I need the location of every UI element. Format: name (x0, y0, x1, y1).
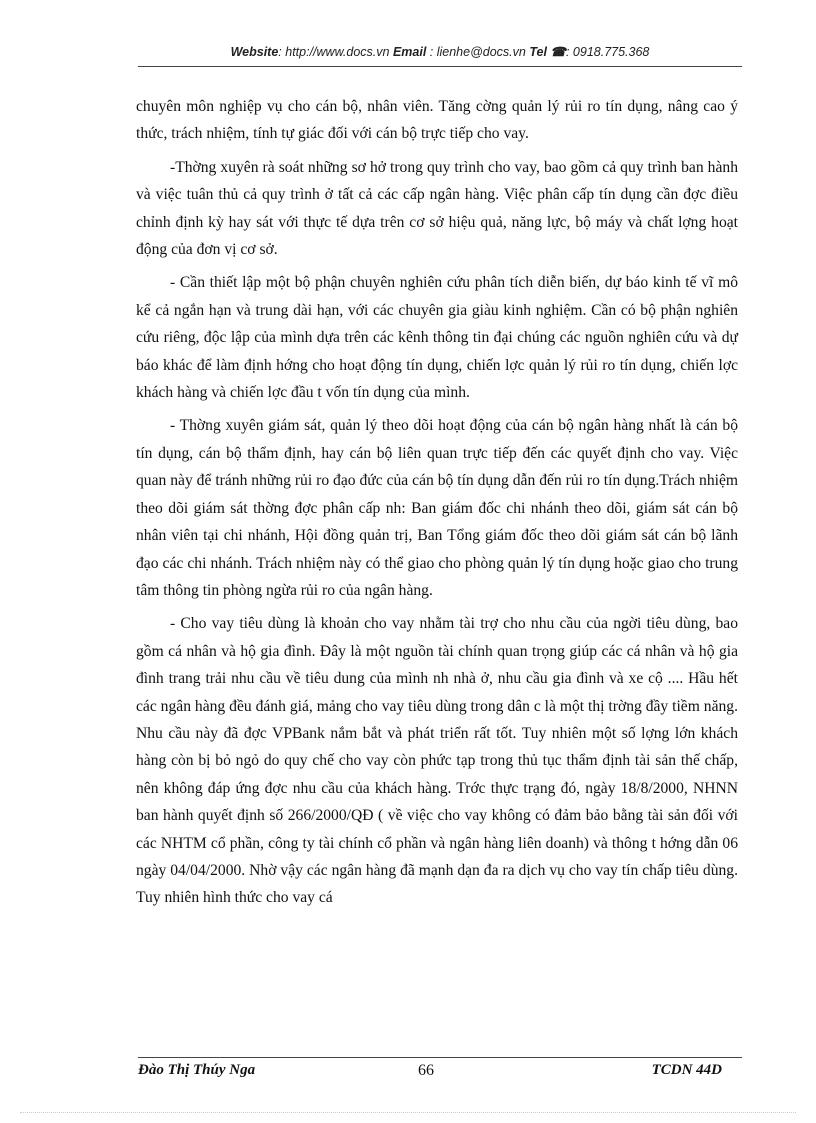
website-label: Website (230, 45, 279, 59)
page-number: 66 (418, 1062, 434, 1079)
paragraph-2: -Thờng xuyên rà soát những sơ hở trong quy trình cho vay, bao gồm cả quy trình ban hành và việc tuân thủ cả quy trình ở tất cả các cấp ngân hàng. Việc phân cấp tín dụng cần đợc điều chỉnh định kỳ hay sát với thực tế dựa trên cơ sở hiệu quả, năng lực, bộ máy và chất lợng hoạt động của đơn vị cơ sở. (136, 158, 738, 259)
footer-class-code: TCDN 44D (651, 1062, 722, 1078)
bottom-dotted-line (20, 1112, 796, 1113)
footer-author: Đào Thị Thúy Nga (138, 1062, 256, 1078)
page-header (138, 44, 742, 59)
tel-label: Tel ☎ (529, 45, 566, 59)
footer-divider (138, 1057, 742, 1058)
document-body (136, 93, 738, 918)
email-label: Email (392, 45, 427, 59)
paragraph-5: - Cho vay tiêu dùng là khoản cho vay nhằm tài trợ cho nhu cầu của ngời tiêu dùng, bao gồm cá nhân và hộ gia đình. Đây là một nguồn tài chính quan trọng giúp các cá nhân và hộ gia đình trang trải nhu cầu về tiêu dung của mình nh nhà ở, nhu cầu gia đình và xe cộ .... Hầu hết các ngân hàng đều đánh giá, mảng cho vay tiêu dùng trong dân c là một thị trờng đầy tiềm năng. Nhu cầu này đã đợc VPBank nắm bắt và phát triển rất tốt. Tuy nhiên một số lợng lớn khách hàng còn bị bỏ ngỏ do quy chế cho vay còn phức tạp trong thủ tục thẩm định tài sản thế chấp, nên không đáp ứng đợc nhu cầu của khách hàng. Trớc thực trạng đó, ngày 18/8/2000, NHNN ban hành quyết định số 266/2000/QĐ ( về việc cho vay không có đảm bảo bằng tài sản đối với các NHTM cổ phần, công ty tài chính cổ phần và ngân hàng liên doanh) và thông t hớng dẫn 06 ngày 04/04/2000. Nhờ vậy các ngân hàng đã mạnh dạn đa ra dịch vụ cho vay tín chấp tiêu dùng. Tuy nhiên hình thức cho vay cá (136, 615, 738, 907)
paragraph-3: - Cần thiết lập một bộ phận chuyên nghiên cứu phân tích diễn biến, dự báo kinh tế vĩ mô kể cả ngắn hạn và trung dài hạn, với các chuyên gia giàu kinh nghiệm. Cần có bộ phận nghiên cứu riêng, độc lập của mình dựa trên các kênh thông tin đại chúng các nguồn nghiên cứu và dự báo khác để làm định hớng cho hoạt động tín dụng, chiến lợc quản lý rủi ro tín dụng, chiến lợc khách hàng và chiến lợc đầu t vốn tín dụng của mình. (136, 274, 738, 402)
paragraph-1: chuyên môn nghiệp vụ cho cán bộ, nhân viên. Tăng cờng quản lý rủi ro tín dụng, nâng cao ý thức, trách nhiệm, tính tự giác đối với cán bộ trực tiếp cho vay. (136, 98, 738, 143)
page-footer (138, 1062, 742, 1082)
tel-value: : 0918.775.368 (565, 45, 650, 59)
website-value: : http://www.docs.vn (278, 45, 393, 59)
paragraph-4: - Thờng xuyên giám sát, quản lý theo dõi hoạt động của cán bộ ngân hàng nhất là cán bộ tín dụng, cán bộ thẩm định, hay cán bộ liên quan trực tiếp đến các quyết định cho vay. Việc quan này để tránh những rủi ro đạo đức của cán bộ tín dụng dẫn đến rủi ro tín dụng.Trách nhiệm theo dõi giám sát thờng đợc phân cấp nh: Ban giám đốc chi nhánh theo dõi, giám sát cán bộ nhân viên tại chi nhánh, Hội đồng quản trị, Ban Tổng giám đốc theo dõi giám sát cán bộ lãnh đạo các chi nhánh. Trách nhiệm này có thể giao cho phòng quản lý tín dụng hoặc giao cho trung tâm thông tin phòng ngừa rủi ro của ngân hàng. (136, 417, 738, 599)
email-value: : lienhe@docs.vn (426, 45, 530, 59)
header-divider (138, 66, 742, 67)
